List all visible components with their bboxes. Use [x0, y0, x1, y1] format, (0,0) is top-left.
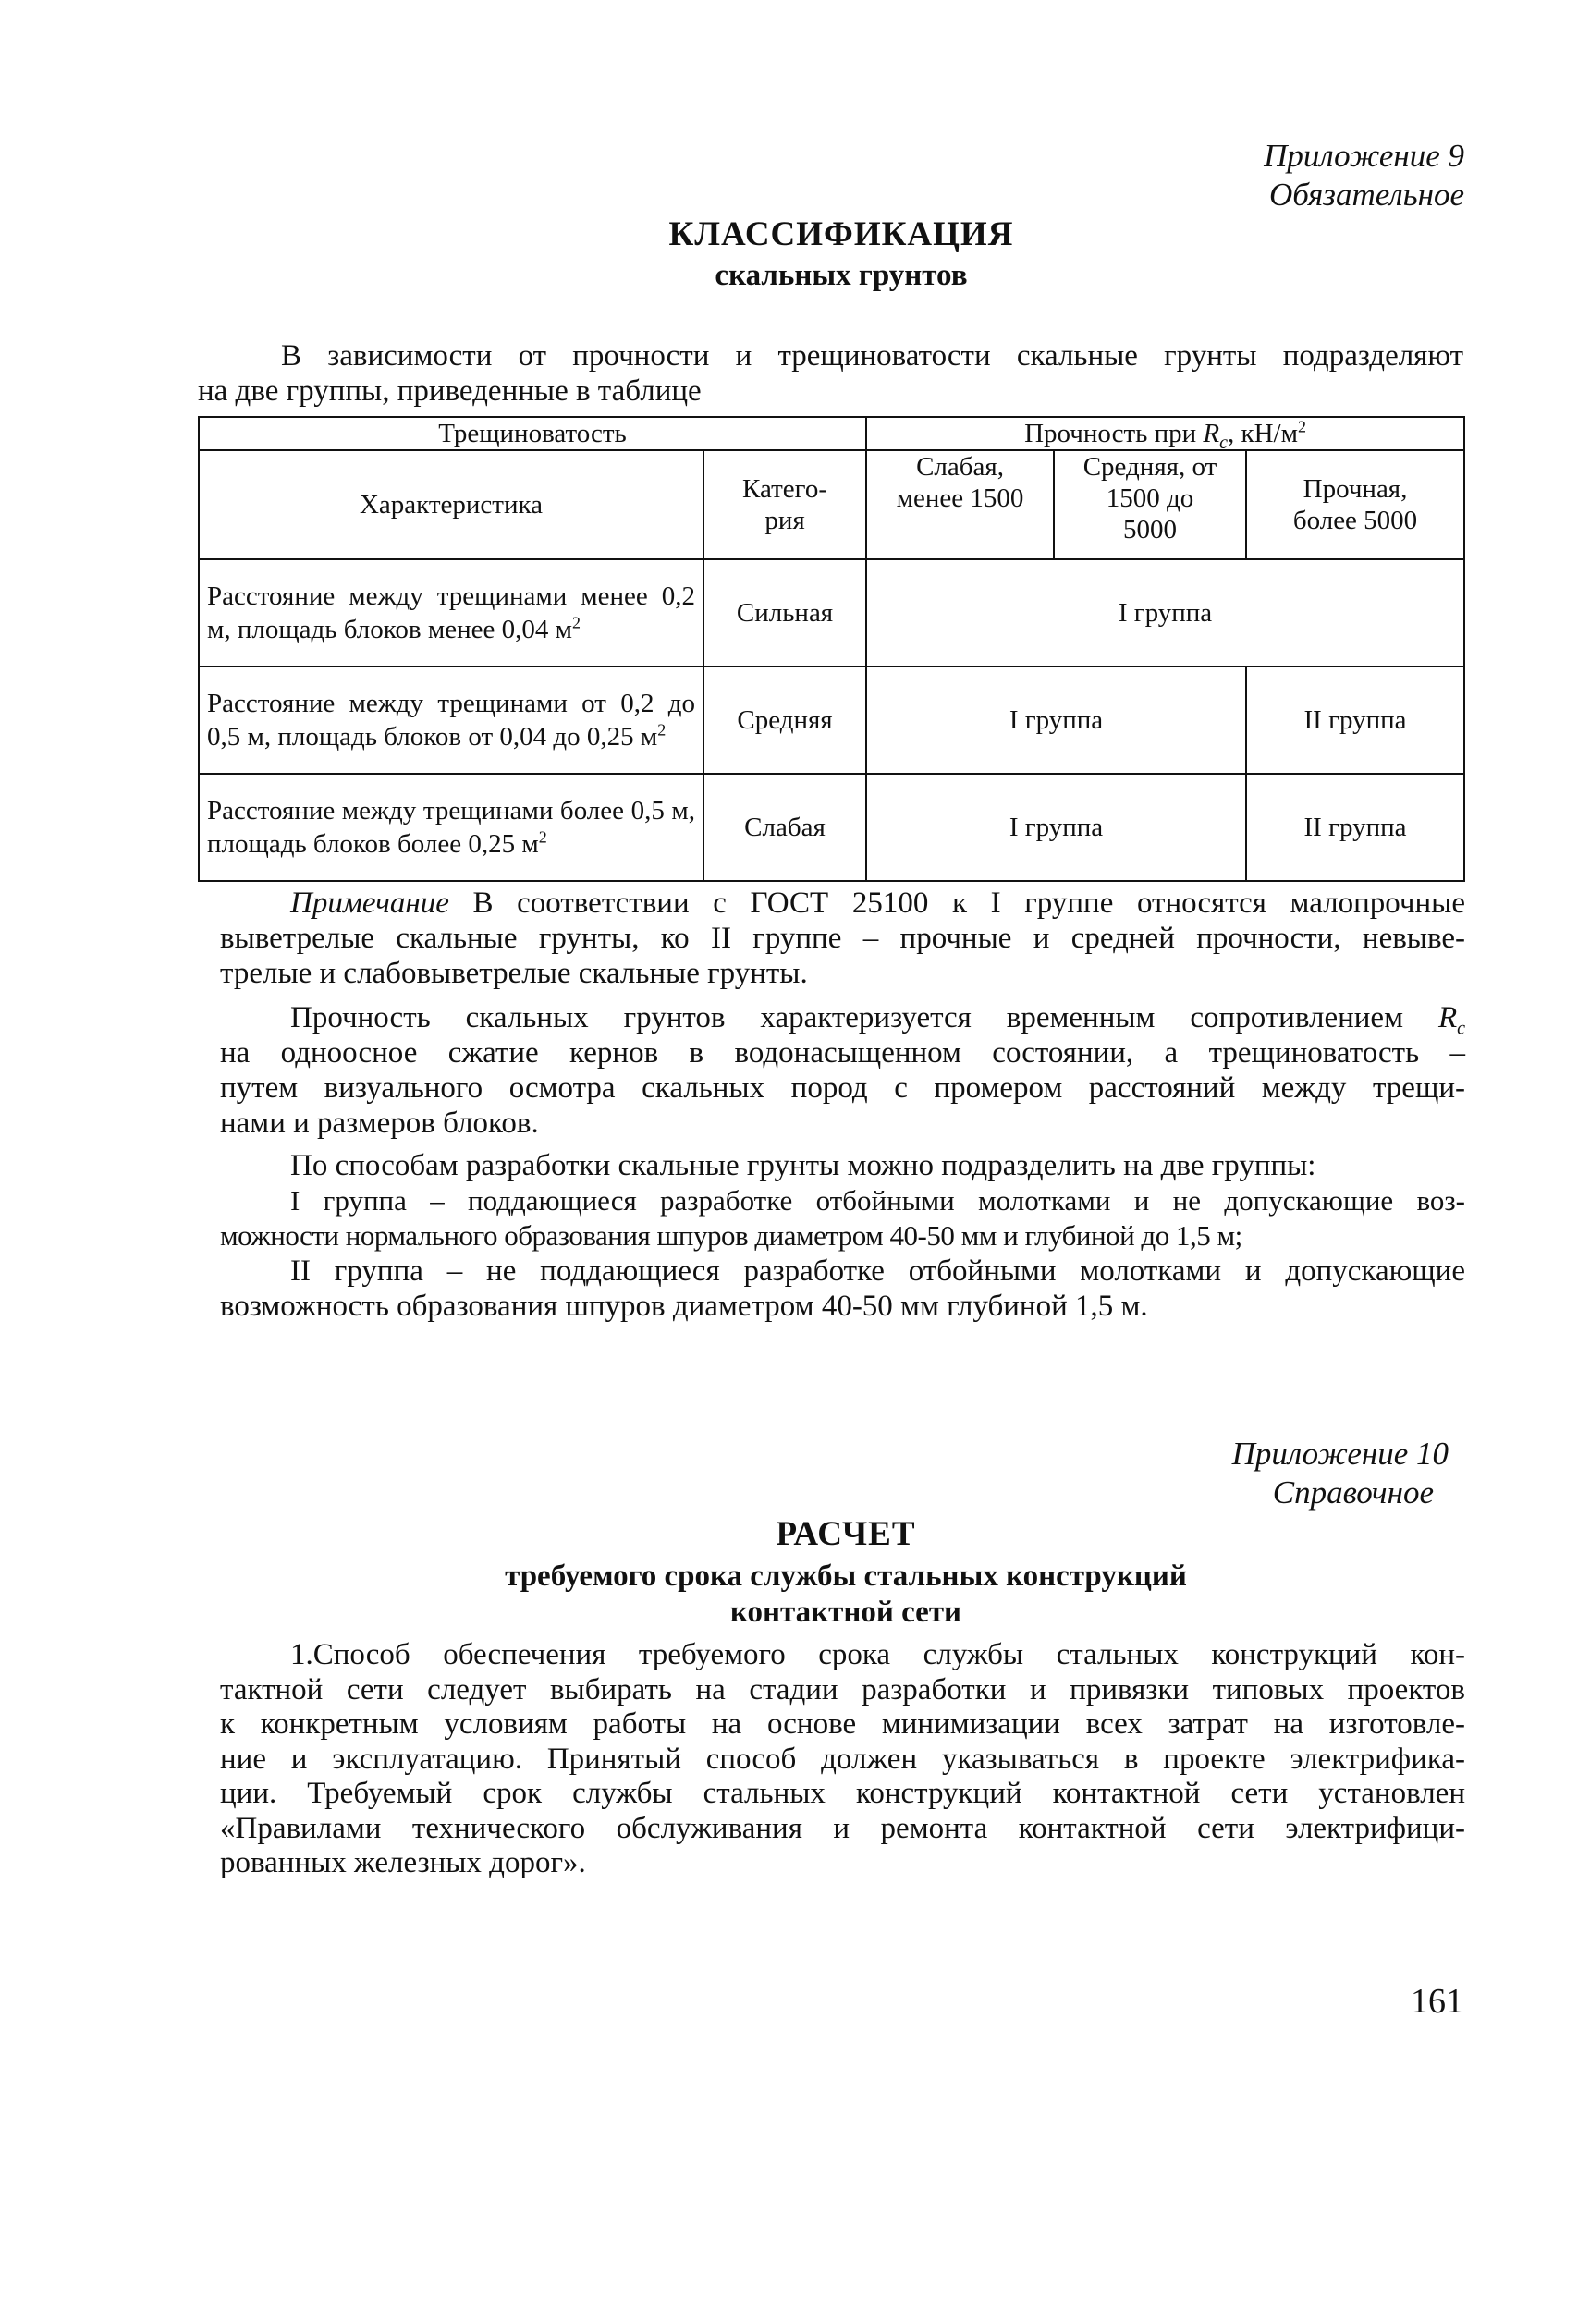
area-exponent: 2 [571, 613, 581, 632]
body-text-appendix-10 [220, 1638, 1465, 1881]
col-medium: Средняя, от 1500 до 5000 [1054, 450, 1246, 559]
row-category: Средняя [703, 667, 866, 774]
page-number: 161 [1411, 1982, 1463, 2021]
text-line: 1.Способ обеспечения требуемого срока службы стальных конструкций кон- [290, 1638, 1465, 1671]
methods-intro: По способам разработки скальные грунты можно подразделить на две группы: [290, 1149, 1316, 1182]
text-line: рованных железных дорог». [220, 1846, 586, 1879]
group2-line: возможность образования шпуров диаметром 40-50 мм глубиной 1,5 м. [220, 1290, 1148, 1323]
appendix-status: Справочное [1272, 1474, 1434, 1511]
area-unit: м [555, 615, 572, 644]
row-group-high: II группа [1246, 667, 1464, 774]
appendix-label: Приложение 10 [1231, 1436, 1449, 1472]
r-symbol: R [1203, 419, 1220, 448]
note-line: трелые и слабовыветрелые скальные грунты. [220, 957, 808, 990]
section-title: КЛАССИФИКАЦИЯ [668, 215, 1014, 253]
note-line: выветрелые скальные грунты, ко II группе – прочные и средней прочности, невыве- [220, 922, 1465, 955]
area-exponent: 2 [657, 720, 667, 740]
row-description [199, 559, 703, 667]
table-row [199, 774, 1464, 881]
description-text: Расстояние между трещинами менее 0,2 м, площадь блоков менее 0,04 [207, 581, 695, 644]
group1-line: I группа – поддающиеся разработке отбойными молотками и не допускающие воз- [290, 1184, 1465, 1217]
appendix-9-header [1264, 137, 1464, 214]
text-line: тактной сети следует выбирать на стадии разработки и привязки типовых проектов [220, 1672, 1465, 1706]
row-group: I группа [866, 559, 1464, 667]
r-subscript: c [1219, 432, 1229, 453]
note-text: В соответствии с ГОСТ 25100 к I группе относятся малопрочные [472, 887, 1465, 920]
row-group-low: I группа [866, 774, 1246, 881]
table-column-header-row [199, 450, 1464, 559]
r-subscript: c [1457, 1018, 1465, 1039]
row-category: Сильная [703, 559, 866, 667]
strength-line: путем визуального осмотра скальных пород с промером расстояний между трещи- [220, 1071, 1465, 1105]
area-unit: м [640, 722, 658, 752]
r-symbol: R [1437, 1001, 1458, 1034]
description-text: Расстояние между трещинами от 0,2 до 0,5 м, площадь блоков от 0,04 до 0,25 [207, 689, 695, 752]
subtitle-line: контактной сети [729, 1596, 962, 1629]
row-description [199, 667, 703, 774]
group2-line: II группа – не поддающиеся разработке отбойными молотками и допускающие [290, 1254, 1465, 1288]
section-subtitle [0, 1559, 1590, 1631]
body-text-appendix-9 [220, 886, 1465, 1324]
classification-table [198, 416, 1465, 882]
table-row [199, 667, 1464, 774]
row-group-low: I группа [866, 667, 1246, 774]
row-category: Слабая [703, 774, 866, 881]
header-strength-label: Прочность при [1024, 419, 1204, 448]
area-exponent: 2 [538, 827, 547, 847]
text-line: ции. Требуемый срок службы стальных конструкций контактной сети установлен [220, 1777, 1465, 1810]
col-characteristic: Характеристика [199, 450, 703, 559]
group1-line: можности нормального образования шпуров диаметром 40-50 мм и глубиной до 1,5 м; [220, 1219, 1242, 1252]
row-description [199, 774, 703, 881]
appendix-status: Обязательное [1269, 177, 1464, 213]
appendix-10-header [1232, 1435, 1449, 1512]
note-label: Примечание [290, 887, 449, 920]
header-strength [866, 417, 1464, 453]
note-line [220, 886, 1465, 921]
unit-exponent: 2 [1297, 417, 1306, 436]
section-subtitle: скальных грунтов [715, 259, 968, 292]
header-fracturing: Трещиноватость [199, 417, 866, 450]
table-group-header-row [199, 417, 1464, 450]
text-line: на две группы, приведенные в таблице [198, 374, 702, 408]
header-strength-unit: , кН/м [1228, 419, 1298, 448]
text-line: «Правилами технического обслуживания и ремонта контактной сети электрифици- [220, 1811, 1465, 1845]
text-line: В зависимости от прочности и трещиноватости скальные грунты подразделяют [281, 339, 1463, 373]
strength-line: нами и размеров блоков. [220, 1107, 539, 1140]
text-line: ние и эксплуатацию. Принятый способ должен указываться в проекте электрифика- [220, 1742, 1465, 1776]
area-unit: м [521, 829, 539, 859]
appendix-label: Приложение 9 [1264, 138, 1464, 174]
col-category: Катего-рия [703, 450, 866, 559]
col-weak: Слабая, менее 1500 [866, 450, 1054, 559]
strength-text: Прочность скальных грунтов характеризуется временным сопротивлением [290, 1001, 1403, 1034]
row-group-high: II группа [1246, 774, 1464, 881]
table-row [199, 559, 1464, 667]
section-title: РАСЧЕТ [776, 1515, 916, 1553]
text-line: к конкретным условиям работы на основе минимизации всех затрат на изготовле- [220, 1707, 1465, 1741]
description-text: Расстояние между трещинами более 0,5 м, площадь блоков более 0,25 [207, 796, 695, 859]
intro-paragraph [198, 338, 1463, 409]
subtitle-line: требуемого срока службы стальных конструкций [505, 1560, 1187, 1593]
strength-line: на одноосное сжатие кернов в водонасыщенном состоянии, а трещиноватость – [220, 1036, 1465, 1070]
strength-line [220, 1000, 1465, 1039]
col-strong: Прочная, более 5000 [1246, 450, 1464, 559]
